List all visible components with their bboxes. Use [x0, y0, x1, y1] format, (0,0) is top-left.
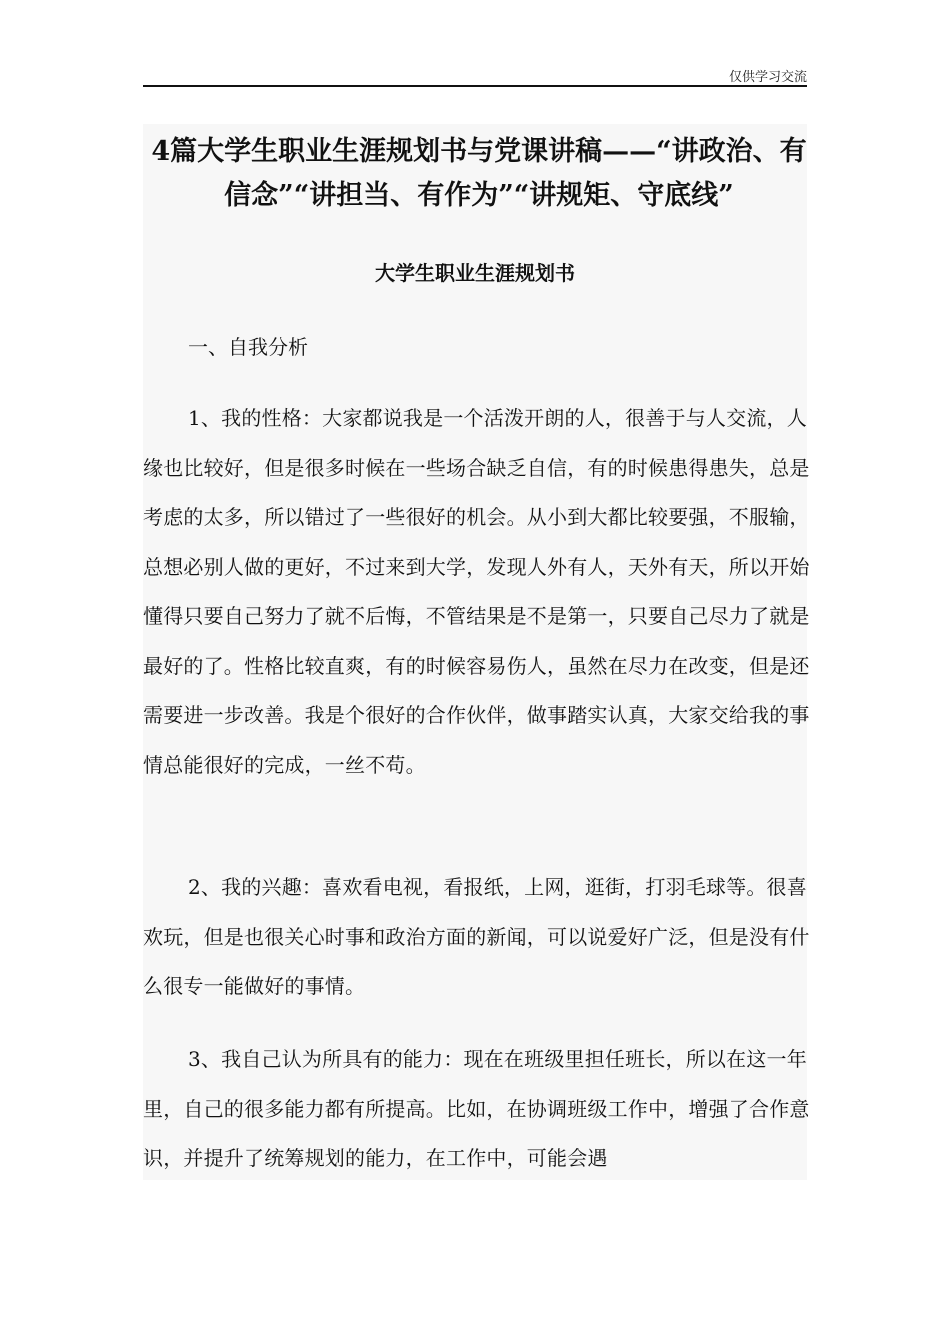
paragraph-abilities: 3、我自己认为所具有的能力：现在在班级里担任班长，所以在这一年里，自己的很多能力都有所提高。比如，在协调班级工作中，增强了合作意识，并提升了统筹规划的能力，在工作中，可能会遇 — [143, 1047, 810, 1170]
header-divider — [143, 85, 807, 87]
paragraph-personality: 1、我的性格：大家都说我是一个活泼开朗的人，很善于与人交流，人缘也比较好，但是很多时候在一些场合缺乏自信，有的时候患得患失，总是考虑的太多，所以错过了一些很好的机会。从小到大都比较要强，不服输，总想必别人做的更好，不过来到大学，发现人外有人，天外有天，所以开始懂得只要自己努力了就不后悔，不管结果是不是第一，只要自己尽力了就是最好的了。性格比较直爽，有的时候容易伤人，虽然在尽力在改变，但是还需要进一步改善。我是个很好的合作伙伴，做事踏实认真，大家交给我的事情总能很好的完成，一丝不苟。 — [143, 406, 810, 777]
heading-self-analysis: 一、自我分析 — [188, 335, 308, 359]
section-title: 大学生职业生涯规划书 — [375, 261, 575, 285]
paragraph-interests: 2、我的兴趣：喜欢看电视，看报纸，上网，逛街，打羽毛球等。很喜欢玩，但是也很关心时事和政治方面的新闻，可以说爱好广泛，但是没有什么很专一能做好的事情。 — [143, 875, 810, 998]
document-title: 4篇大学生职业生涯规划书与党课讲稿——“讲政治、有信念”“讲担当、有作为”“讲规矩、守底线” — [151, 136, 807, 211]
header-note: 仅供学习交流 — [728, 70, 807, 85]
